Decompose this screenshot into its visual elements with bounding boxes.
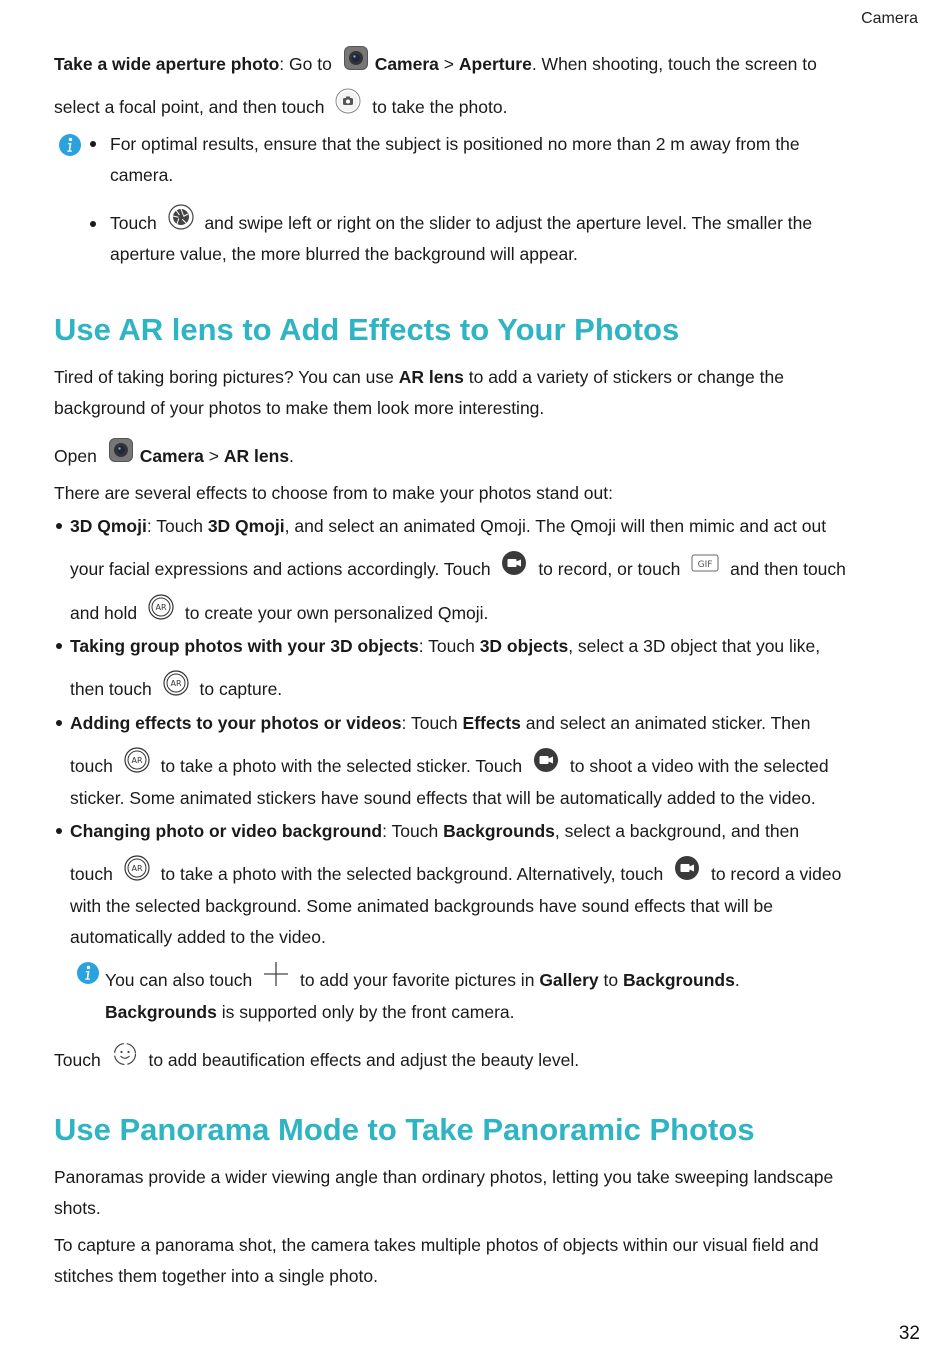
camera-app-icon bbox=[343, 45, 369, 71]
info-icon bbox=[58, 133, 82, 167]
tip-line1: You can also touch to add your favorite pictures in Gallery to Backgrounds. bbox=[105, 965, 925, 996]
svg-text:GIF: GIF bbox=[697, 560, 713, 571]
ar-shutter-icon bbox=[163, 670, 189, 696]
ar-heading: Use AR lens to Add Effects to Your Photos bbox=[54, 312, 680, 347]
svg-text:AR: AR bbox=[131, 756, 143, 766]
svg-text:AR: AR bbox=[155, 603, 167, 613]
gif-icon bbox=[691, 553, 719, 573]
effects-line3: sticker. Some animated stickers have sound effects that will be automatically added to the video. bbox=[70, 788, 816, 808]
aperture-note1: For optimal results, ensure that the subject is positioned no more than 2 m away from the camera. bbox=[110, 134, 800, 185]
beauty-icon bbox=[112, 1041, 138, 1067]
panorama-p1: Panoramas provide a wider viewing angle than ordinary photos, letting you take sweeping landscape shots. bbox=[54, 1167, 834, 1218]
add-icon bbox=[263, 961, 289, 987]
svg-text:AR: AR bbox=[131, 864, 143, 874]
ar-intro: Tired of taking boring pictures? You can use AR lens to add a variety of stickers or change the background of your photos to make them look more interesting. bbox=[54, 367, 784, 418]
background-line3: with the selected background. Some animated backgrounds have sound effects that will be automatically added to the video. bbox=[70, 896, 774, 947]
record-icon bbox=[674, 855, 700, 881]
ar-shutter-icon bbox=[124, 855, 150, 881]
aperture-icon bbox=[168, 204, 194, 230]
svg-text:AR: AR bbox=[170, 679, 182, 689]
effects-item: Adding effects to your photos or videos: Touch Effects and select an animated sticker. Then bbox=[70, 713, 811, 733]
bullet bbox=[90, 221, 96, 227]
page-number: 32 bbox=[898, 1323, 920, 1344]
panorama-heading: Use Panorama Mode to Take Panoramic Photos bbox=[54, 1112, 755, 1147]
bullet bbox=[90, 141, 96, 147]
bullet bbox=[56, 643, 62, 649]
ar-open: Open Camera > AR lens. bbox=[54, 441, 914, 472]
qmoji-line3: and hold AR to create your own personalized Qmoji. bbox=[70, 598, 920, 629]
group-line2: then touch AR to capture. bbox=[70, 674, 920, 705]
aperture-line2: select a focal point, and then touch to take the photo. bbox=[54, 92, 914, 123]
bullet bbox=[56, 720, 62, 726]
ar-shutter-icon bbox=[124, 747, 150, 773]
aperture-line1: Take a wide aperture photo: Go to Camera > Aperture. When shooting, touch the screen to bbox=[54, 49, 914, 80]
record-icon bbox=[533, 747, 559, 773]
aperture-note2: Touch and swipe left or right on the slider to adjust the aperture level. The smaller the aperture value, the more blurred the background will appear. bbox=[110, 208, 910, 270]
record-icon bbox=[501, 550, 527, 576]
page-header-section: Camera bbox=[861, 10, 918, 27]
background-line2: touch AR to take a photo with the selected background. Alternatively, touch to record a video bbox=[70, 859, 930, 890]
beauty-line: Touch to add beautification effects and adjust the beauty level. bbox=[54, 1045, 914, 1076]
panorama-p2: To capture a panorama shot, the camera takes multiple photos of objects within our visual field and stitches them together into a single photo. bbox=[54, 1235, 819, 1286]
ar-several: There are several effects to choose from to make your photos stand out: bbox=[54, 483, 614, 503]
info-icon bbox=[76, 961, 100, 995]
tip-line2: Backgrounds is supported only by the front camera. bbox=[105, 1002, 515, 1022]
ar-shutter-icon bbox=[148, 594, 174, 620]
effects-line2: touch AR to take a photo with the selected sticker. Touch to shoot a video with the selected bbox=[70, 751, 920, 782]
bullet bbox=[56, 523, 62, 529]
shutter-icon bbox=[335, 88, 361, 114]
qmoji-line2: your facial expressions and actions accordingly. Touch to record, or touch GIF and then touch bbox=[70, 554, 920, 585]
background-item: Changing photo or video background: Touch Backgrounds, select a background, and then bbox=[70, 821, 800, 841]
group-item: Taking group photos with your 3D objects: Touch 3D objects, select a 3D object that you like, bbox=[70, 636, 821, 656]
bullet bbox=[56, 828, 62, 834]
camera-app-icon bbox=[108, 437, 134, 463]
qmoji-item: 3D Qmoji: Touch 3D Qmoji, and select an animated Qmoji. The Qmoji will then mimic and act out bbox=[70, 516, 827, 536]
